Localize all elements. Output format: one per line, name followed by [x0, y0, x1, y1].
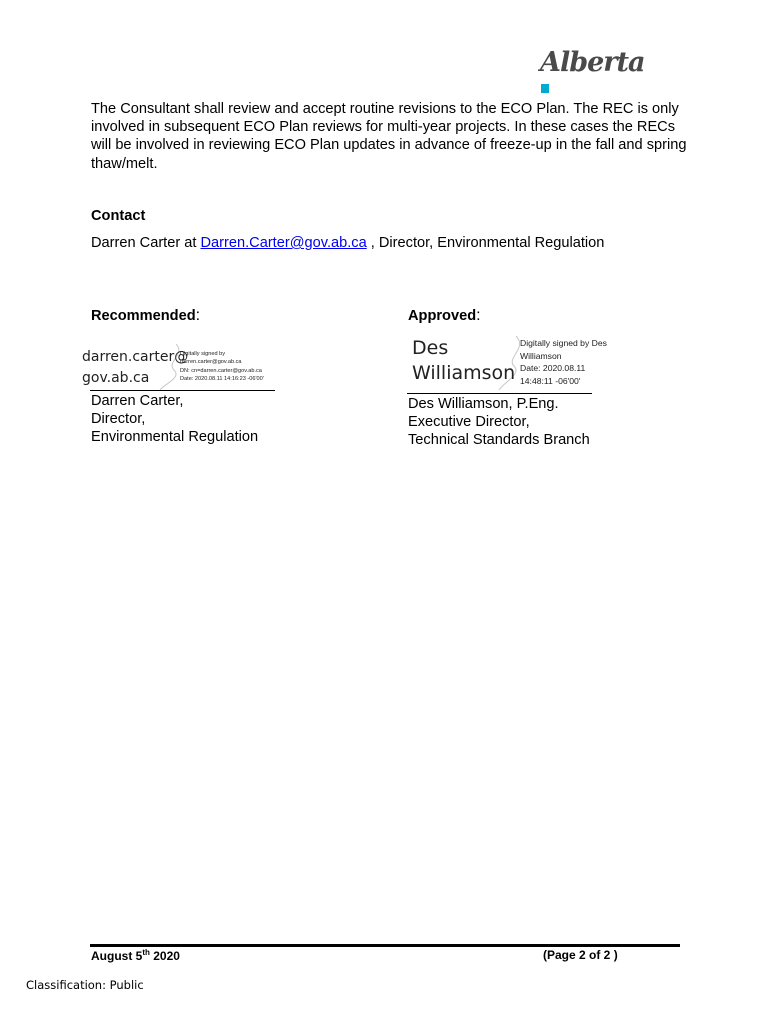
recommended-signature-rule [90, 390, 275, 391]
approved-colon: : [476, 307, 481, 324]
alberta-logo [540, 46, 652, 84]
contact-heading: Contact [91, 208, 146, 224]
approved-heading [408, 307, 481, 325]
footer-date-prefix: August 5 [91, 949, 143, 963]
approved-label: Approved [408, 308, 477, 324]
approved-title: Executive Director, [408, 414, 530, 430]
body-paragraph: The Consultant shall review and accept routine revisions to the ECO Plan. The REC is only involved in subsequent ECO Plan reviews for multi-year projects. In these cases the RECs will be involved in reviewing ECO Plan updates in advance of freeze-up in the fall and spring thaw/melt. [91, 101, 687, 172]
footer-rule [90, 944, 680, 947]
approved-sig-detail: 14:48:11 -06'00' [520, 375, 581, 386]
recommended-sig-detail: Digitally signed by [180, 351, 226, 357]
approved-department: Technical Standards Branch [408, 432, 590, 448]
contact-line [91, 235, 604, 251]
recommended-signature-line1: darren.carter@ [82, 349, 189, 365]
recommended-sig-detail: darren.carter@gov.ab.ca [180, 359, 242, 366]
classification-label: Classification: Public [26, 978, 144, 992]
approved-signature-rule [407, 393, 592, 394]
recommended-sig-detail: Date: 2020.08.11 14:16:23 -06'00' [180, 376, 264, 383]
approved-signature-line2: Williamson [412, 362, 516, 384]
logo-accent-square [541, 84, 549, 93]
approved-sig-detail: Date: 2020.08.11 [520, 363, 586, 374]
recommended-heading [91, 307, 200, 325]
footer-page-number: (Page 2 of 2 ) [543, 948, 618, 962]
approved-signatory-block [408, 395, 590, 449]
recommended-signature-name [82, 347, 188, 389]
approved-sig-detail: Williamson [520, 350, 562, 361]
recommended-signature-details [180, 350, 264, 384]
approved-name: Des Williamson, P.Eng. [408, 396, 559, 412]
contact-prefix: Darren Carter at [91, 235, 201, 251]
recommended-department: Environmental Regulation [91, 429, 259, 445]
contact-suffix: , Director, Environmental Regulation [366, 235, 605, 251]
recommended-name: Darren Carter, [91, 393, 184, 409]
approved-signature-line1: Des [412, 337, 449, 359]
recommended-signatory-block [91, 392, 258, 446]
footer-date-suffix: 2020 [149, 949, 180, 963]
recommended-signature-line2: gov.ab.ca [82, 370, 150, 386]
recommended-sig-detail: DN: cn=darren.carter@gov.ab.ca [180, 367, 262, 374]
approved-signature-details [520, 337, 607, 387]
footer-date [91, 948, 180, 963]
approved-sig-detail: Digitally signed by Des [520, 338, 607, 348]
recommended-label: Recommended [91, 308, 196, 324]
logo-wordmark: Alberta [540, 47, 645, 78]
recommended-colon: : [195, 307, 201, 324]
contact-email-link[interactable]: Darren.Carter@gov.ab.ca [200, 235, 367, 251]
recommended-title: Director, [91, 411, 146, 427]
footer-date-sup: th [142, 948, 150, 957]
approved-signature-name [412, 336, 515, 386]
